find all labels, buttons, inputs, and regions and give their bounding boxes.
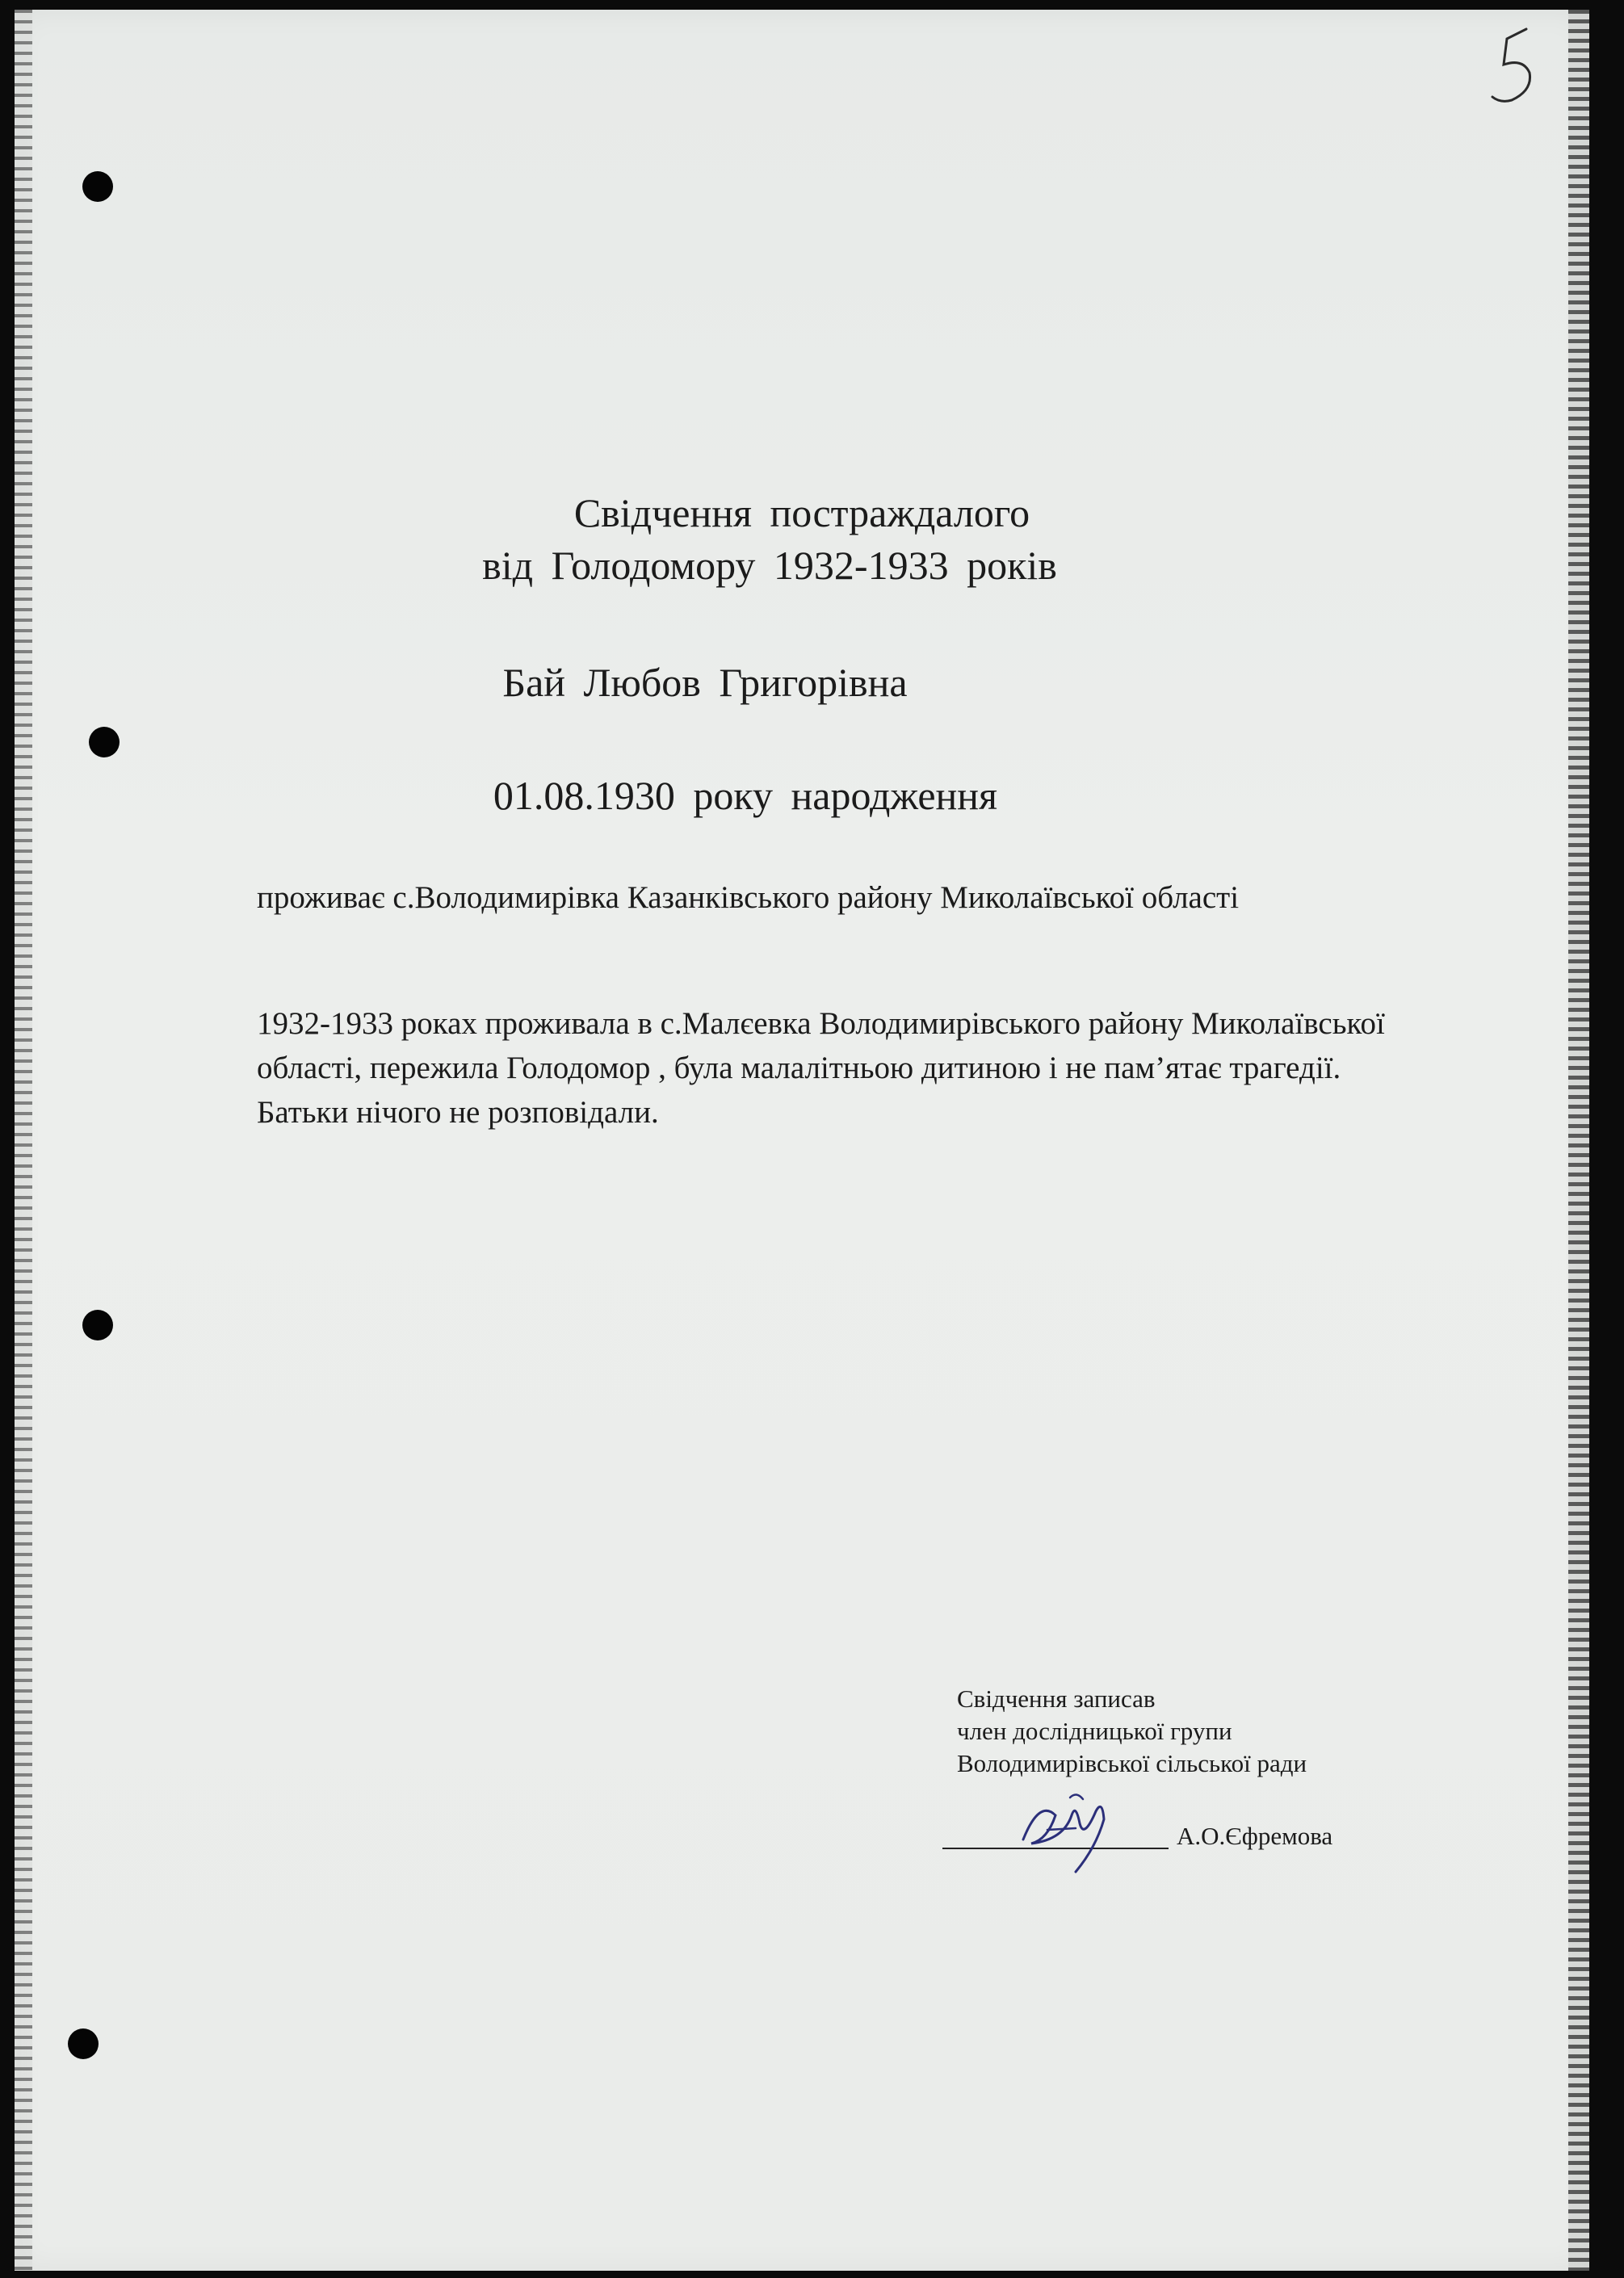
witness-birth-date: 01.08.1930 року народження: [493, 773, 998, 818]
recorder-name: А.О.Єфремова: [1177, 1822, 1333, 1850]
recorder-line-3: Володимирівської сільської ради: [957, 1749, 1307, 1777]
residence-paragraph: проживає с.Володимирівка Казанківського району Миколаївської області: [257, 880, 1240, 915]
document-title-line-1: Свідчення постраждалого: [573, 490, 1030, 535]
recorder-info: [957, 1683, 1307, 1780]
paper-sheet: [15, 10, 1589, 2271]
handwritten-page-number: [1476, 23, 1541, 111]
left-perforated-edge: [15, 10, 32, 2271]
punch-hole-4: [68, 2028, 99, 2059]
witness-name: Бай Любов Григорівна: [502, 660, 908, 705]
testimony-paragraph: 1932-1933 роках проживала в с.Малєевка Володимирівського району Миколаївської області, пережила Голодомор , була малалітньою дитиною і не пам’ятає трагедії. Батьки нічого не розповідали.: [257, 1006, 1385, 1130]
punch-hole-2: [89, 727, 120, 757]
right-perforated-edge: [1568, 10, 1589, 2271]
recorder-line-2: член дослідницької групи: [957, 1717, 1232, 1745]
signature-row: [942, 1815, 1395, 1864]
recorder-line-1: Свідчення записав: [957, 1684, 1156, 1713]
document-title-line-2: від Голодомору 1932-1933 років: [482, 543, 1057, 588]
punch-hole-1: [82, 171, 113, 202]
handwritten-signature: [999, 1783, 1136, 1880]
punch-hole-3: [82, 1310, 113, 1340]
